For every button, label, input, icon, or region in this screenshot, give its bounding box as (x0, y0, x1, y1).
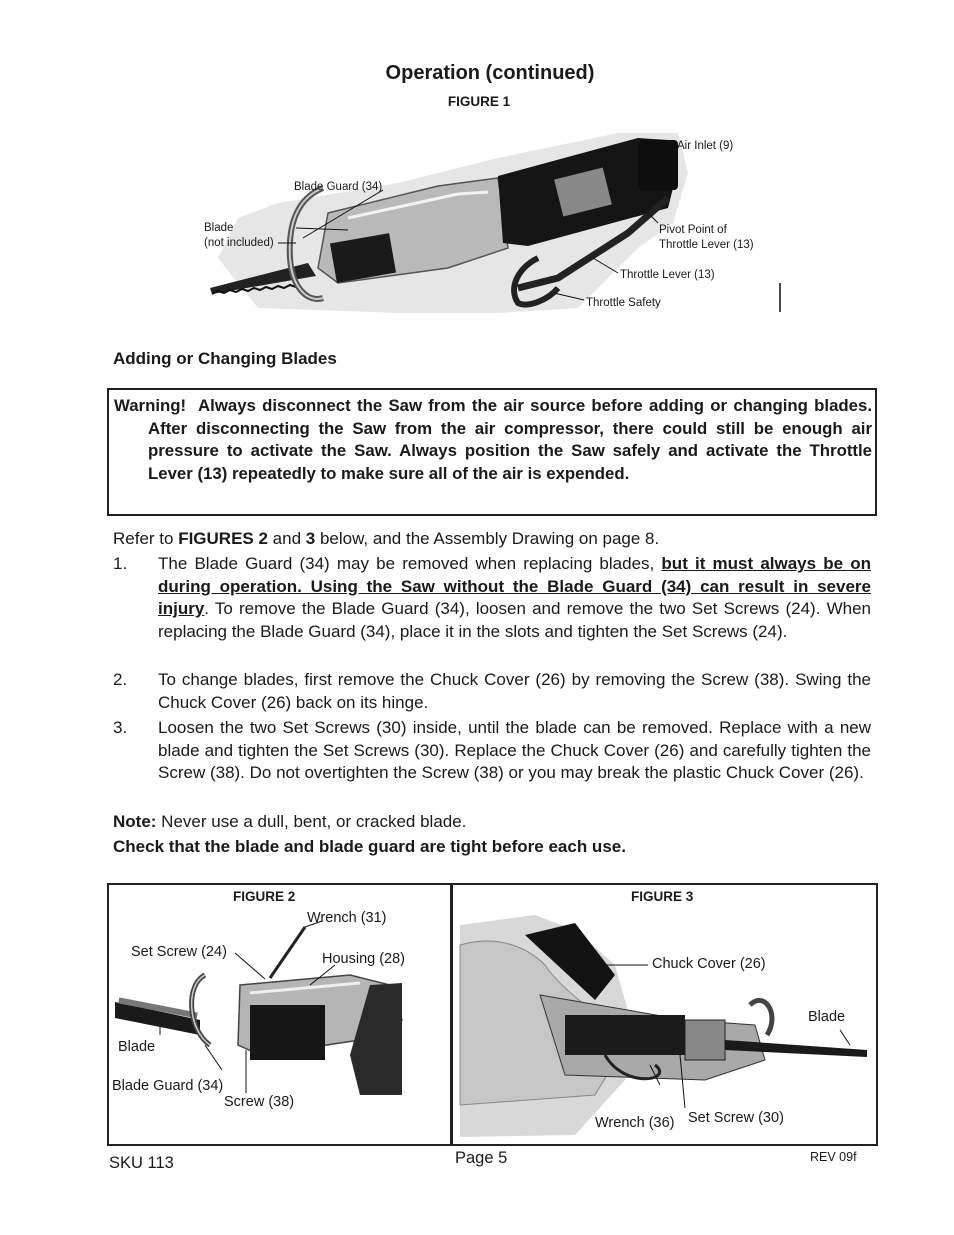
step-1 (113, 553, 871, 665)
warning-body: Always disconnect the Saw from the air source before adding or changing blades. After disconnecting the Saw from the air compressor, there could still be enough air pressure to activate the Saw. Always position the Saw safely and activate the Throttle Lever (13) repeatedly to make sure all of the air is expended. (148, 396, 873, 483)
refer-and: and (267, 529, 306, 548)
step-1-warning-emphasis: but it must always be on during operation. Using the Saw without the Blade Guard (34) can result in severe injury (158, 554, 871, 618)
footer-page-number: Page 5 (455, 1149, 508, 1167)
step-1-text-post: . To remove the Blade Guard (34), loosen and remove the two Set Screws (24). When replacing the Blade Guard (34), place it in the slots and tighten the Set Screws (24). (158, 599, 871, 641)
refer-prefix: Refer to (113, 529, 179, 548)
label-blade-not-included: (not included) (204, 237, 274, 249)
note-text: Never use a dull, bent, or cracked blade. (156, 812, 467, 831)
fig2-label-blade: Blade (118, 1039, 156, 1055)
step-2-number: 2. (113, 670, 128, 689)
figure-3-caption: FIGURE 3 (631, 889, 694, 904)
label-pivot-throttle-lever: Throttle Lever (13) (659, 239, 754, 251)
step-2-text: To change blades, first remove the Chuck Cover (26) by removing the Screw (38). Swing the Chuck Cover (26) back on its hinge. (158, 670, 871, 712)
step-3-number: 3. (113, 718, 128, 737)
note-label: Note: (113, 812, 157, 831)
label-blade: Blade (204, 222, 234, 234)
fig3-label-set-screw: Set Screw (30) (688, 1110, 784, 1126)
fig2-label-housing: Housing (28) (322, 951, 406, 967)
warning-lead: Warning! (114, 396, 187, 415)
refer-line (113, 528, 659, 551)
step-1-number: 1. (113, 554, 128, 573)
fig2-label-blade-guard: Blade Guard (34) (112, 1078, 224, 1094)
label-throttle-lever: Throttle Lever (13) (620, 269, 715, 281)
step-3 (113, 717, 871, 807)
label-pivot-point: Pivot Point of (659, 224, 727, 236)
step-1-text-pre: The Blade Guard (34) may be removed when replacing blades, (158, 554, 662, 573)
label-throttle-safety: Throttle Safety (586, 297, 661, 309)
figure-1-caption: FIGURE 1 (447, 94, 511, 109)
fig3-label-blade: Blade (808, 1009, 846, 1025)
fig3-label-chuck-cover: Chuck Cover (26) (652, 956, 766, 972)
fig2-label-wrench: Wrench (31) (307, 910, 387, 926)
note-line (113, 811, 466, 834)
warning-box (107, 388, 877, 516)
refer-figures-2: FIGURES 2 (178, 529, 268, 548)
section-heading: Adding or Changing Blades (113, 349, 337, 368)
step-2 (113, 669, 871, 714)
figure-1 (198, 128, 788, 318)
fig2-label-set-screw: Set Screw (24) (131, 944, 227, 960)
footer-sku: SKU 113 (109, 1154, 174, 1172)
check-line: Check that the blade and blade guard are tight before each use. (113, 837, 626, 856)
page-title: Operation (continued) (385, 62, 595, 84)
footer-revision: REV 09f (810, 1150, 857, 1164)
step-1-text (158, 553, 871, 643)
fig3-label-wrench: Wrench (36) (595, 1115, 675, 1131)
refer-suffix: below, and the Assembly Drawing on page 8. (315, 529, 660, 548)
figures-divider (450, 883, 453, 1146)
label-blade-guard: Blade Guard (34) (294, 181, 383, 193)
warning-text (114, 395, 872, 485)
step-3-text: Loosen the two Set Screws (30) inside, until the blade can be removed. Replace with a new blade and tighten the Set Screws (30). Replace the Chuck Cover (26) and carefully tighten the Screw (38). Do not overtighten the Screw (38) or you may break the plastic Chuck Cover (26). (158, 718, 871, 782)
figure-2-caption: FIGURE 2 (233, 889, 296, 904)
fig2-label-screw: Screw (38) (224, 1094, 295, 1110)
refer-figure-3: 3 (305, 529, 316, 548)
label-air-inlet: Air Inlet (9) (677, 140, 734, 152)
